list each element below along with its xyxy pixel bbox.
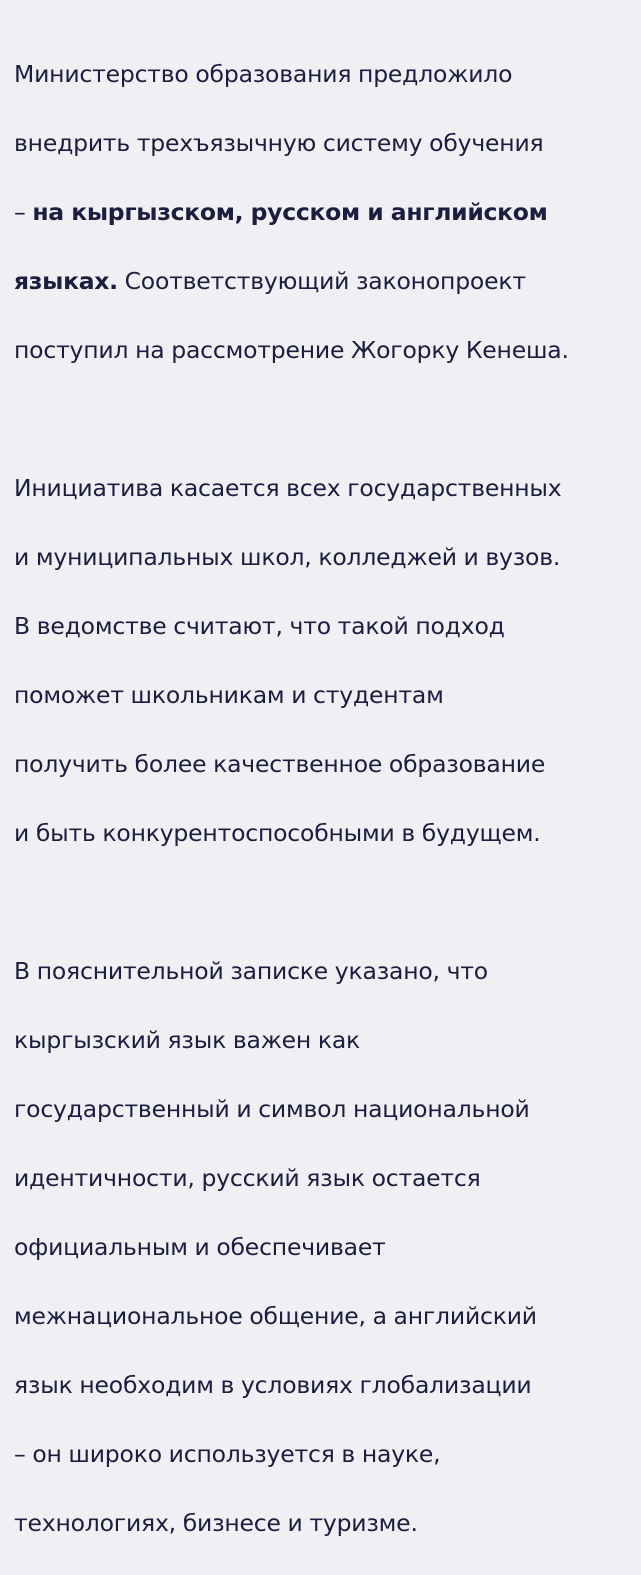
paragraph-2-line: и муниципальных школ, колледжей и вузов. (14, 542, 561, 571)
paragraph-1-line-2: внедрить трехъязычную систему обучения (14, 128, 544, 157)
paragraph-2-line: Инициатива касается всех государственных (14, 473, 562, 502)
paragraph-3-line: язык необходим в условиях глобализации (14, 1370, 532, 1399)
bold-languages-text: на кыргызском, русском и английском (32, 197, 548, 226)
dash-prefix: – (14, 197, 33, 226)
paragraph-1-line-1: Министерство образования предложило (14, 59, 513, 88)
paragraph-2-line: поможет школьникам и студентам (14, 680, 444, 709)
paragraph-3-line: В пояснительной записке указано, что (14, 956, 488, 985)
paragraph-3-line: государственный и символ национальной (14, 1094, 530, 1123)
paragraph-3-line: кыргызский язык важен как (14, 1025, 361, 1054)
paragraph-3-line: – он широко используется в науке, (14, 1439, 441, 1468)
paragraph-1 (14, 22, 627, 402)
paragraph-1-line-3 (14, 195, 627, 230)
paragraph-2-line: и быть конкурентоспособными в будущем. (14, 818, 541, 847)
paragraph-2 (14, 436, 627, 885)
bill-text: Соответствующий законопроект (117, 266, 526, 295)
bold-languages-end: языках. (14, 266, 118, 295)
paragraph-2-line: В ведомстве считают, что такой подход (14, 611, 505, 640)
paragraph-3-line: официальным и обеспечивает (14, 1232, 386, 1261)
paragraph-1-line-4 (14, 264, 627, 299)
paragraph-1-line-5: поступил на рассмотрение Жогорку Кенеша. (14, 335, 569, 364)
paragraph-3-line: межнациональное общение, а английский (14, 1301, 537, 1330)
paragraph-3-line: технологиях, бизнесе и туризме. (14, 1508, 418, 1537)
paragraph-3-line: идентичности, русский язык остается (14, 1163, 481, 1192)
paragraph-3 (14, 919, 627, 1575)
paragraph-2-line: получить более качественное образование (14, 749, 546, 778)
